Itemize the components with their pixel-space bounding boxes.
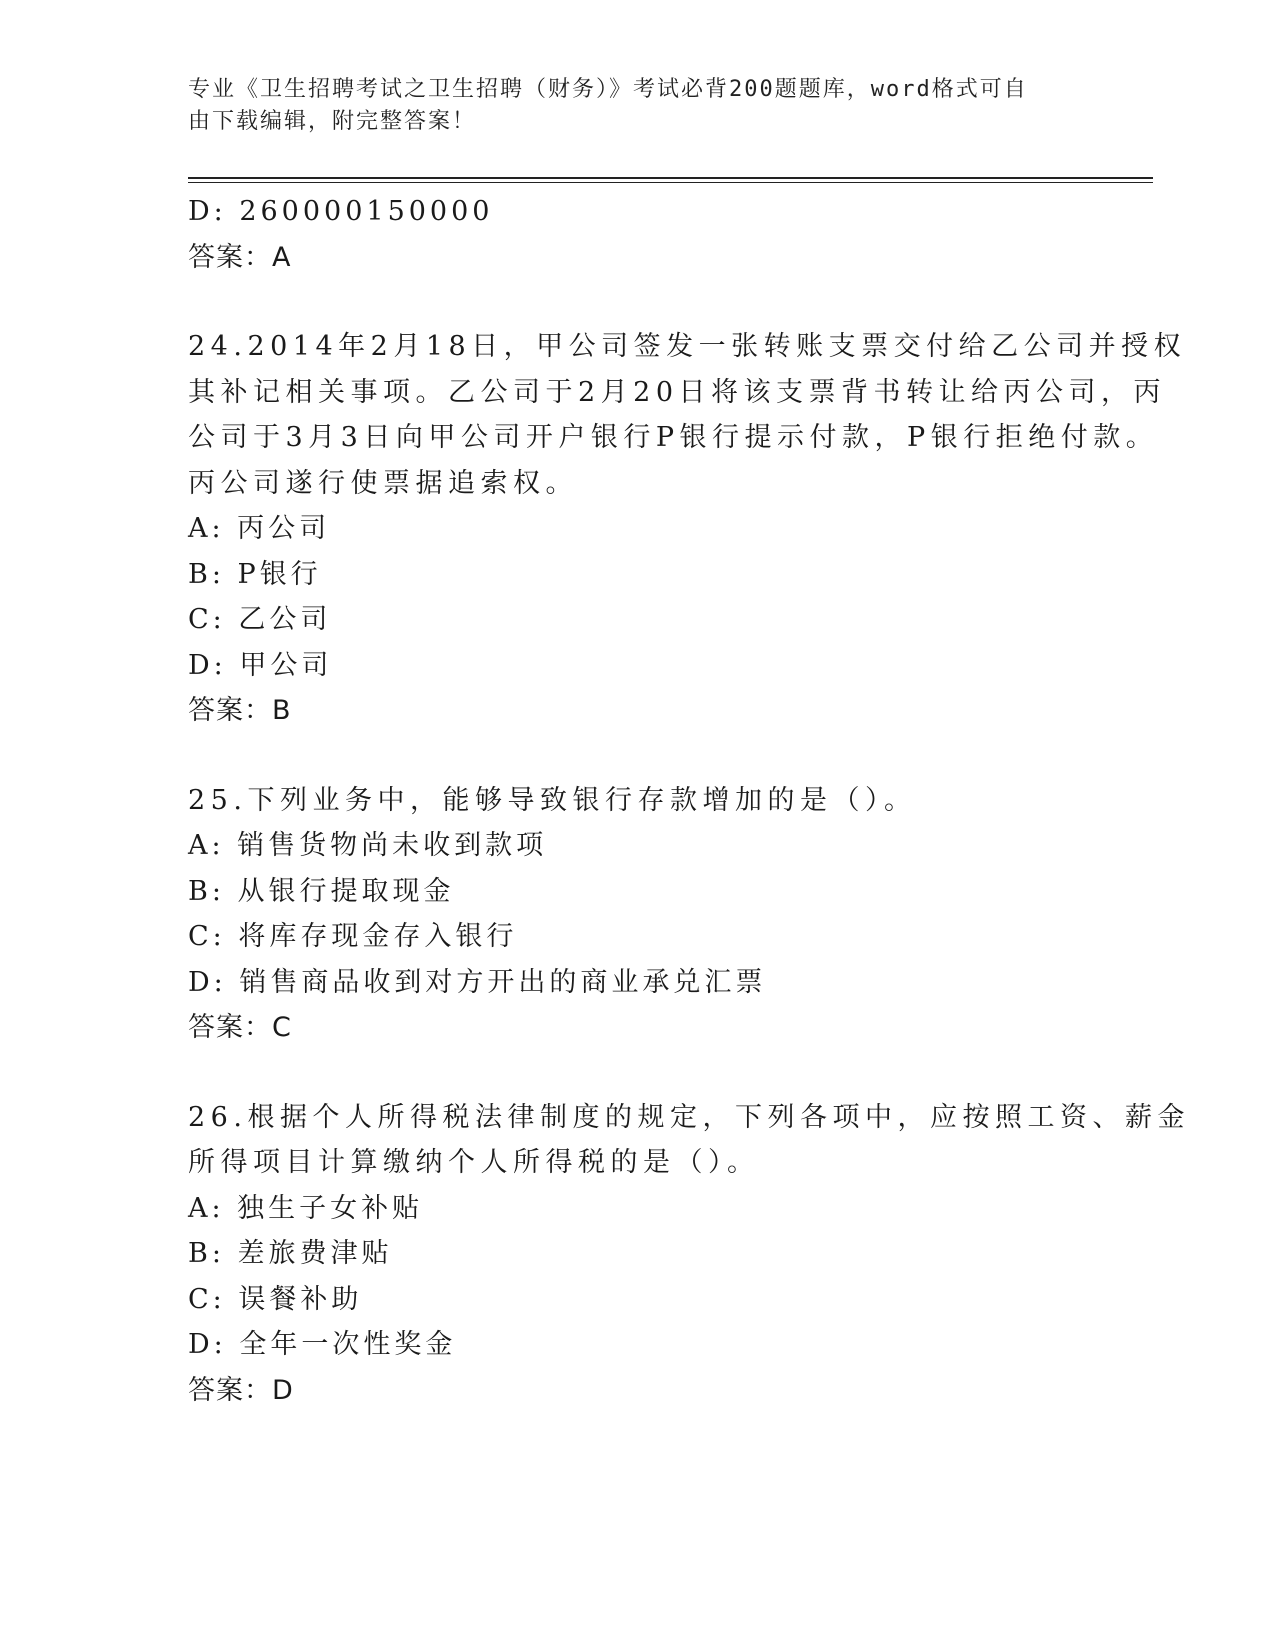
question-24-option-c: C: 乙公司: [188, 604, 332, 635]
question-26: [188, 1095, 1190, 1414]
question-24-answer: 答案：B: [188, 695, 292, 726]
question-26-line-2: 所得项目计算缴纳个人所得税的是（）。: [188, 1147, 760, 1178]
question-24-option-a: A: 丙公司: [188, 513, 331, 544]
question-25-option-a: A: 销售货物尚未收到款项: [188, 830, 548, 861]
question-24-line-3: 公司于3月3日向甲公司开户银行P银行提示付款，P银行拒绝付款。: [188, 422, 1159, 453]
question-24-line-1: 24.2014年2月18日，甲公司签发一张转账支票交付给乙公司并授权: [188, 331, 1187, 362]
question-25-line-1: 25.下列业务中，能够导致银行存款增加的是（）。: [188, 784, 917, 816]
header-line-1: 专业《卫生招聘考试之卫生招聘（财务）》考试必背200题题库，word格式可自: [188, 77, 1028, 102]
question-25-option-b: B: 从银行提取现金: [188, 875, 455, 907]
header-line-2: 由下载编辑，附完整答案！: [188, 109, 477, 134]
question-26-line-1: 26.根据个人所得税法律制度的规定，下列各项中，应按照工资、薪金: [188, 1101, 1190, 1133]
spacer: [188, 280, 1088, 324]
question-24-option-d: D: 甲公司: [188, 649, 333, 681]
question-26-option-b: B: 差旅费津贴: [188, 1238, 393, 1269]
spacer: [188, 1051, 1088, 1095]
question-24-line-2: 其补记相关事项。乙公司于2月20日将该支票背书转让给丙公司，丙: [188, 376, 1167, 408]
question-25: [188, 778, 1088, 1051]
question-24: [188, 324, 1187, 734]
question-24-line-4: 丙公司遂行使票据追索权。: [188, 467, 578, 499]
spacer: [188, 734, 1088, 778]
question-26-option-d: D: 全年一次性奖金: [188, 1329, 457, 1360]
header-divider-thin: [188, 182, 1153, 183]
document-header: [188, 74, 1088, 138]
question-26-option-a: A: 独生子女补贴: [188, 1192, 424, 1224]
question-25-answer: 答案：C: [188, 1012, 292, 1043]
header-divider-thick: [188, 177, 1153, 179]
question-26-answer: 答案：D: [188, 1374, 294, 1406]
prev-answer: 答案：A: [188, 241, 292, 273]
question-24-option-b: B: P银行: [188, 558, 322, 590]
question-26-option-c: C: 误餐补助: [188, 1283, 363, 1315]
question-content: [188, 189, 1190, 1413]
prev-option-d: D: 260000150000: [188, 196, 494, 227]
question-25-option-c: C: 将库存现金存入银行: [188, 921, 518, 952]
question-25-option-d: D: 销售商品收到对方开出的商业承兑汇票: [188, 966, 767, 998]
